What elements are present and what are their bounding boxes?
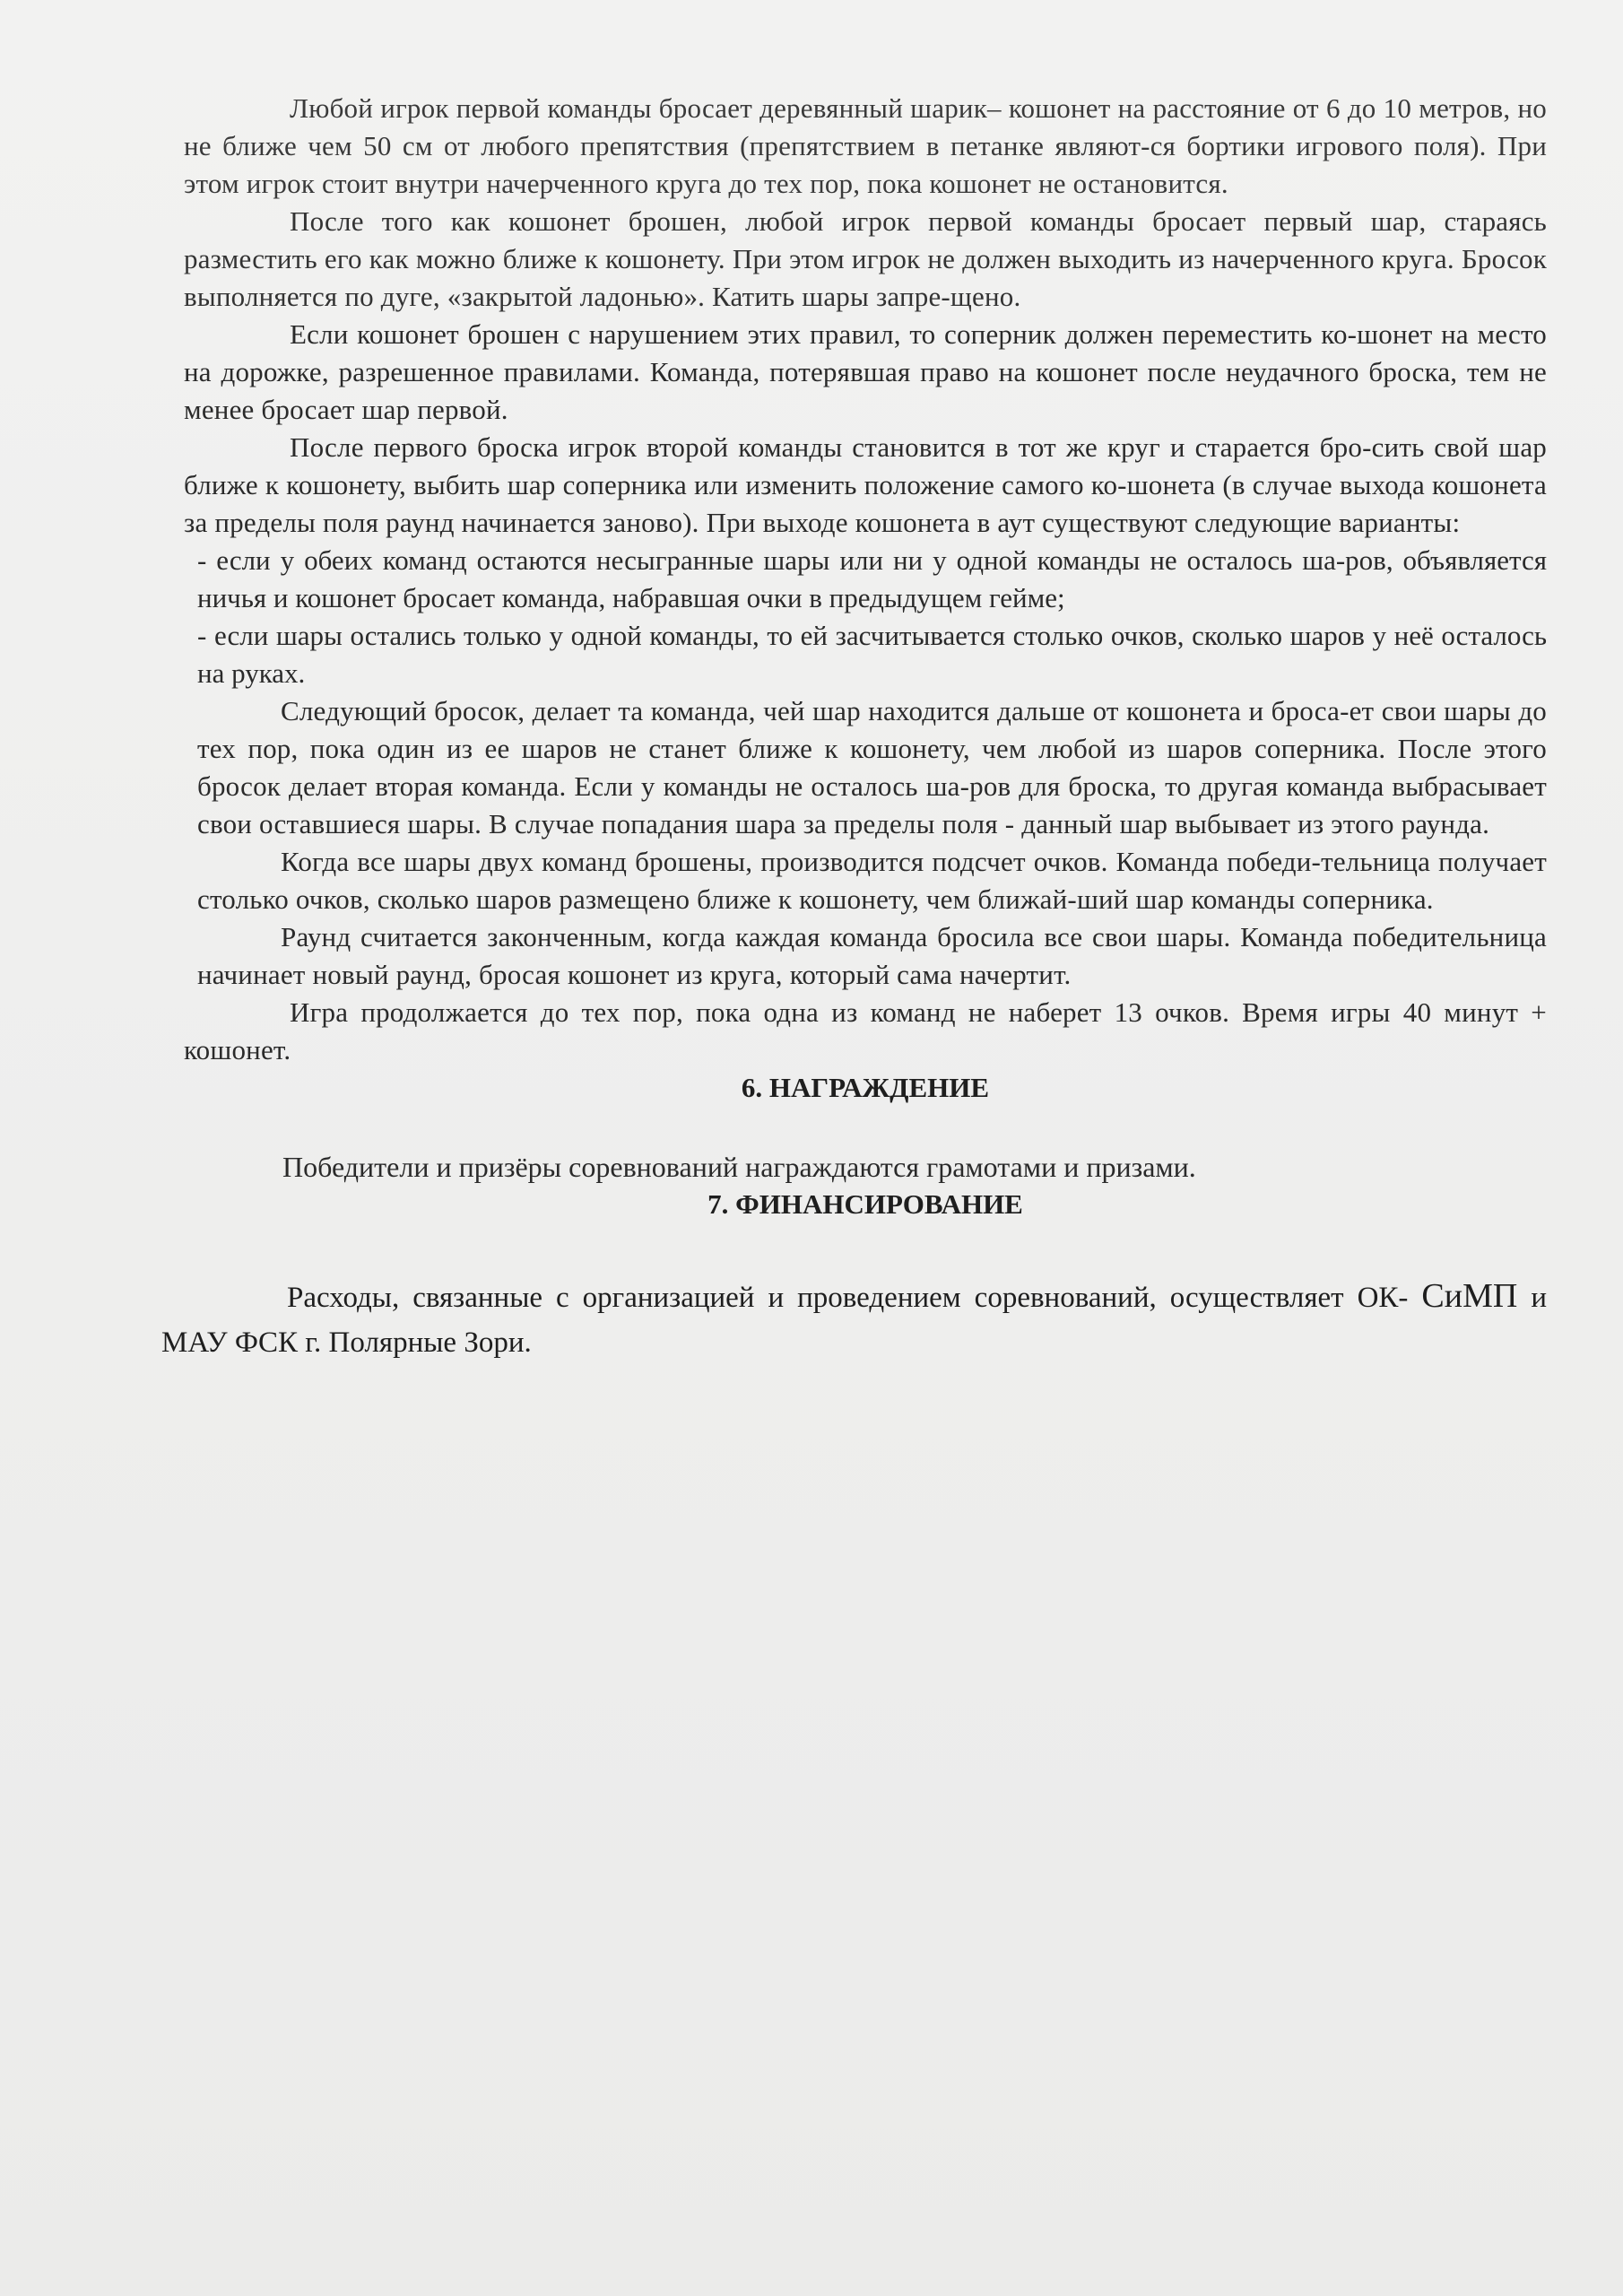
list-item-points: - если шары остались только у одной команды, то ей засчитывается столько очков, сколько шаров у неё осталось на руках. bbox=[197, 620, 1547, 689]
paragraph-next-throw: Следующий бросок, делает та команда, чей шар находится дальше от кошонета и броса-ет свои шары до тех пор, пока один из ее шаров не станет ближе к кошонету, чем любой из шаров соперника. После этого бросок делает вторая команда. Если у команды не осталось ша-ров для броска, то другая команда выбрасывает свои оставшиеся шары. В случае попадания шара за пределы поля - данный шар выбывает из этого раунда. bbox=[197, 695, 1547, 839]
paragraph-second-team: После первого броска игрок второй команды становится в тот же круг и старается бро-сить свой шар ближе к кошонету, выбить шар соперника или изменить положение самого ко-шонета (в случае выхода кошонета за пределы поля раунд начинается заново). При выходе кошонета в аут существуют следующие варианты: bbox=[184, 431, 1547, 538]
awards-text: Победители и призёры соревнований награждаются грамотами и призами. bbox=[282, 1151, 1196, 1183]
paragraph-scoring: Когда все шары двух команд брошены, производится подсчет очков. Команда победи-тельница получает столько очков, сколько шаров размещено ближе к кошонету, чем ближай-ший шар команды соперника. bbox=[197, 846, 1547, 915]
paragraph-round-end: Раунд считается законченным, когда каждая команда бросила все свои шары. Команда победительница начинает новый раунд, бросая кошонет из круга, который сама начертит. bbox=[197, 921, 1547, 990]
section-title-awards: 6. НАГРАЖДЕНИЕ bbox=[741, 1072, 990, 1103]
financing-text-part-a: Расходы, связанные с организацией и проведением соревнований, осуществляет ОК- bbox=[287, 1282, 1409, 1314]
paragraph-violation: Если кошонет брошен с нарушением этих правил, то соперник должен переместить ко-шонет на место на дорожке, разрешенное правилами. Команда, потерявшая право на кошонет после неудачного броска, тем не менее бросает шар первой. bbox=[184, 318, 1547, 425]
section-title-financing: 7. ФИНАНСИРОВАНИЕ bbox=[707, 1188, 1023, 1220]
paragraph-cochonet-throw: Любой игрок первой команды бросает деревянный шарик– кошонет на расстояние от 6 до 10 метров, но не ближе чем 50 см от любого препятствия (препятствием в петанке являют-ся бортики игрового поля). При этом игрок стоит внутри начерченного круга до тех пор, пока кошонет не остановится. bbox=[184, 92, 1547, 199]
list-item-draw: - если у обеих команд остаются несыгранные шары или ни у одной команды не осталось ша-ров, объявляется ничья и кошонет бросает команда, набравшая очки в предыдущем гейме; bbox=[197, 544, 1547, 613]
financing-text-part-c: и МАУ ФСК г. Полярные Зори. bbox=[161, 1282, 1547, 1359]
document-body bbox=[161, 90, 1547, 1365]
paragraph-game-duration: Игра продолжается до тех пор, пока одна из команд не наберет 13 очков. Время игры 40 минут + кошонет. bbox=[184, 996, 1547, 1065]
financing-org-name: СиМП bbox=[1421, 1277, 1518, 1315]
financing-text bbox=[161, 1274, 1547, 1365]
paragraph-first-ball: После того как кошонет брошен, любой игрок первой команды бросает первый шар, стараясь разместить его как можно ближе к кошонету. При этом игрок не должен выходить из начерченного круга. Бросок выполняется по дуге, «закрытой ладонью». Катить шары запре-щено. bbox=[184, 205, 1547, 312]
